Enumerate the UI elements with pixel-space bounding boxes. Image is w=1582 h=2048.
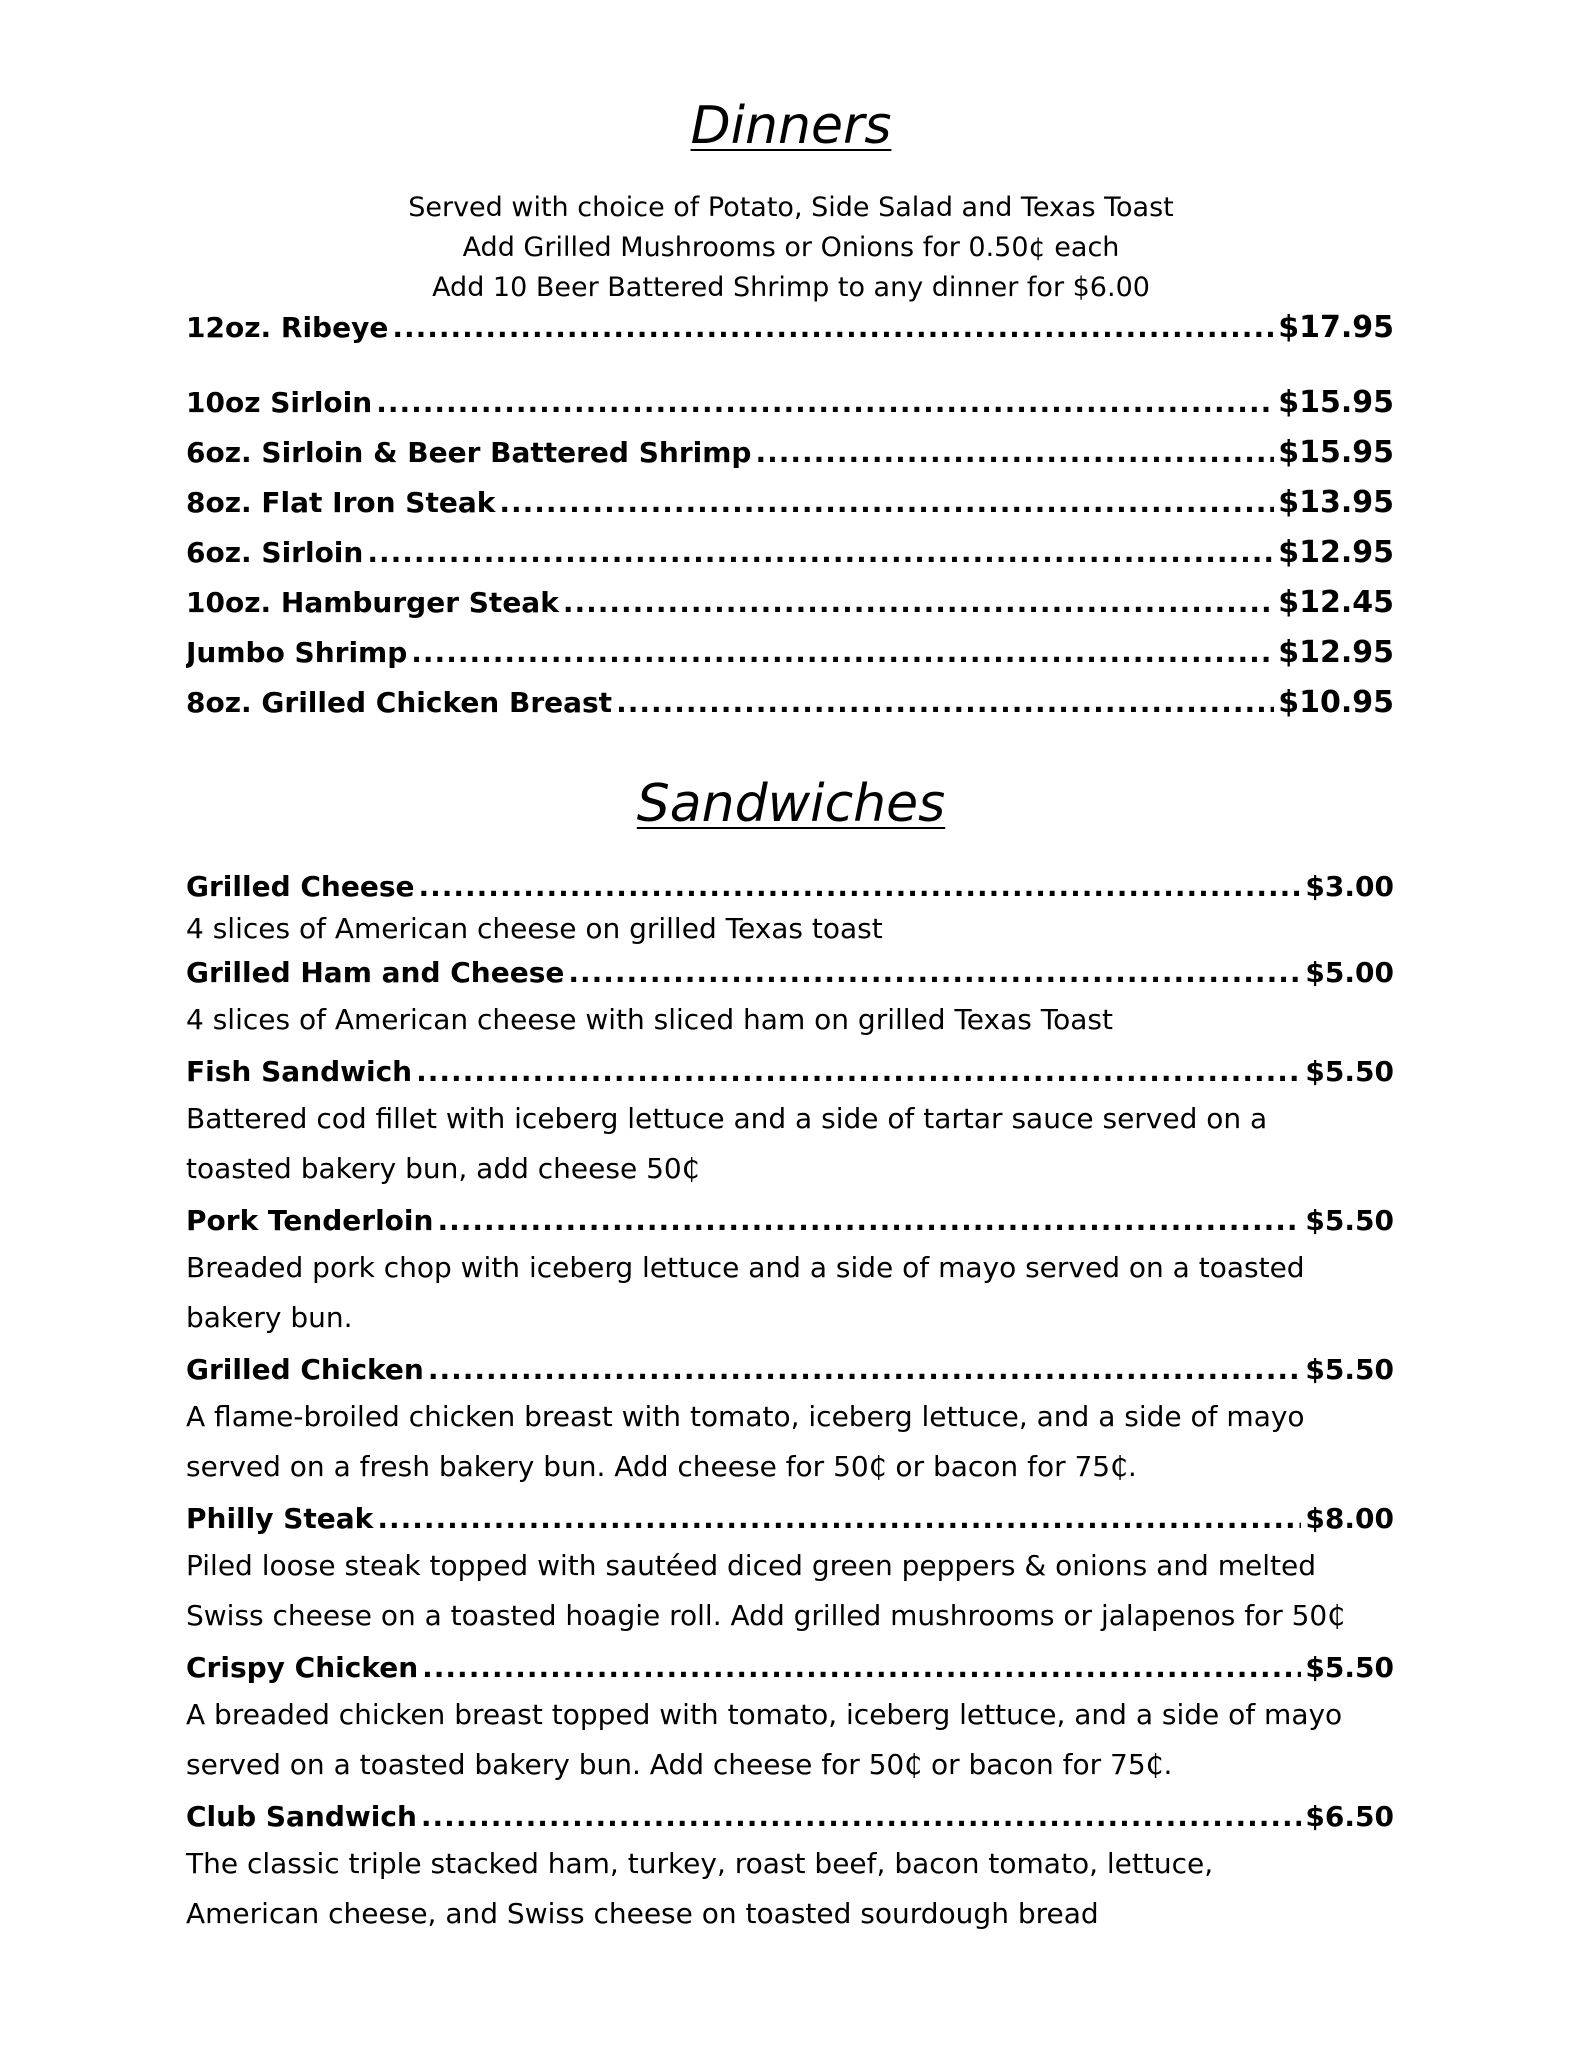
sandwich-item (186, 953, 1394, 993)
dinners-heading: Dinners (690, 96, 892, 156)
sandwich-item-name: Fish Sandwich (186, 1055, 413, 1088)
dinner-item-price: $15.95 (1278, 435, 1394, 470)
dot-leader (499, 483, 1274, 523)
sandwich-item-name: Pork Tenderloin (186, 1204, 434, 1237)
dot-leader (421, 1797, 1302, 1837)
description-line: 4 slices of American cheese with sliced ham on grilled Texas Toast (186, 1003, 1113, 1036)
dot-leader (416, 1052, 1301, 1092)
dot-leader (418, 867, 1301, 907)
dinner-item-name: 8oz. Flat Iron Steak (186, 486, 496, 519)
sandwich-item-description (186, 1541, 1406, 1641)
dinner-item-name: 6oz. Sirloin & Beer Battered Shrimp (186, 436, 752, 469)
sandwich-item-description (186, 1094, 1406, 1194)
dinners-intro (0, 188, 1582, 308)
dot-leader (437, 1201, 1301, 1241)
sandwich-item-description (186, 904, 1406, 954)
dinner-item (186, 633, 1394, 673)
sandwich-item (186, 1052, 1394, 1092)
sandwich-item-price: $5.50 (1305, 1204, 1394, 1237)
dot-leader (411, 633, 1274, 673)
description-line: bakery bun. (186, 1301, 353, 1334)
dot-leader (376, 383, 1274, 423)
sandwich-item-description (186, 1392, 1406, 1492)
dot-leader (422, 1648, 1301, 1688)
sandwich-item-name: Grilled Chicken (186, 1353, 424, 1386)
description-line: Battered cod fillet with iceberg lettuce and a side of tartar sauce served on a (186, 1102, 1268, 1135)
description-line: 4 slices of American cheese on grilled Texas toast (186, 912, 883, 945)
sandwich-item-price: $6.50 (1305, 1800, 1394, 1833)
sandwich-item (186, 1797, 1394, 1837)
dinner-item-price: $12.95 (1278, 635, 1394, 670)
dinner-item (186, 433, 1394, 473)
dinners-intro-line: Add 10 Beer Battered Shrimp to any dinner for $6.00 (432, 272, 1150, 303)
sandwich-item-description (186, 1839, 1406, 1939)
dinner-item-price: $10.95 (1278, 685, 1394, 720)
description-line: American cheese, and Swiss cheese on toasted sourdough bread (186, 1897, 1099, 1930)
dinner-item-name: Jumbo Shrimp (186, 636, 408, 669)
dinner-item-price: $17.95 (1278, 310, 1394, 345)
dinner-item (186, 533, 1394, 573)
dinner-item (186, 583, 1394, 623)
dinner-item-price: $13.95 (1278, 485, 1394, 520)
sandwich-item-price: $5.50 (1305, 1651, 1394, 1684)
dinner-item-name: 12oz. Ribeye (186, 311, 389, 344)
dot-leader (377, 1499, 1301, 1539)
sandwich-item-name: Grilled Ham and Cheese (186, 956, 565, 989)
description-line: The classic triple stacked ham, turkey, roast beef, bacon tomato, lettuce, (186, 1847, 1214, 1880)
dot-leader (392, 308, 1274, 348)
dinner-item (186, 683, 1394, 723)
dot-leader (563, 583, 1274, 623)
sandwich-item-name: Crispy Chicken (186, 1651, 419, 1684)
sandwich-item-name: Club Sandwich (186, 1800, 417, 1833)
dinner-item (186, 383, 1394, 423)
dinner-item-name: 10oz. Hamburger Steak (186, 586, 559, 619)
dot-leader (367, 533, 1274, 573)
dinner-item (186, 308, 1394, 348)
description-line: toasted bakery bun, add cheese 50₵ (186, 1152, 700, 1185)
dinner-item-name: 8oz. Grilled Chicken Breast (186, 686, 613, 719)
sandwich-item-description (186, 1243, 1406, 1343)
description-line: served on a toasted bakery bun. Add cheese for 50₵ or bacon for 75₵. (186, 1748, 1173, 1781)
dinner-item-price: $12.45 (1278, 585, 1394, 620)
sandwich-item (186, 867, 1394, 907)
description-line: served on a fresh bakery bun. Add cheese for 50₵ or bacon for 75₵. (186, 1450, 1137, 1483)
sandwich-item-name: Grilled Cheese (186, 870, 415, 903)
dot-leader (568, 953, 1301, 993)
sandwich-item-price: $5.50 (1305, 1055, 1394, 1088)
dot-leader (428, 1350, 1302, 1390)
sandwich-item-name: Philly Steak (186, 1502, 374, 1535)
sandwich-item-description (186, 995, 1406, 1045)
dinner-item-price: $15.95 (1278, 385, 1394, 420)
sandwich-item-description (186, 1690, 1406, 1790)
dinner-item-name: 10oz Sirloin (186, 386, 373, 419)
dinner-item-price: $12.95 (1278, 535, 1394, 570)
sandwich-item (186, 1201, 1394, 1241)
description-line: Breaded pork chop with iceberg lettuce and a side of mayo served on a toasted (186, 1251, 1305, 1284)
dot-leader (616, 683, 1274, 723)
sandwiches-heading: Sandwiches (636, 774, 946, 834)
dinners-intro-line: Served with choice of Potato, Side Salad and Texas Toast (408, 192, 1174, 223)
sandwich-item-price: $5.50 (1305, 1353, 1394, 1386)
sandwich-item (186, 1648, 1394, 1688)
sandwich-item-price: $3.00 (1305, 870, 1394, 903)
sandwich-item-price: $5.00 (1305, 956, 1394, 989)
sandwich-item (186, 1499, 1394, 1539)
description-line: A flame-broiled chicken breast with tomato, iceberg lettuce, and a side of mayo (186, 1400, 1305, 1433)
sandwich-item-price: $8.00 (1305, 1502, 1394, 1535)
sandwich-item (186, 1350, 1394, 1390)
dinner-item-name: 6oz. Sirloin (186, 536, 364, 569)
description-line: Piled loose steak topped with sautéed diced green peppers & onions and melted (186, 1549, 1316, 1582)
description-line: A breaded chicken breast topped with tomato, iceberg lettuce, and a side of mayo (186, 1698, 1343, 1731)
dinners-intro-line: Add Grilled Mushrooms or Onions for 0.50¢ each (462, 232, 1120, 263)
dinner-item (186, 483, 1394, 523)
description-line: Swiss cheese on a toasted hoagie roll. Add grilled mushrooms or jalapenos for 50₵ (186, 1599, 1346, 1632)
dot-leader (755, 433, 1274, 473)
